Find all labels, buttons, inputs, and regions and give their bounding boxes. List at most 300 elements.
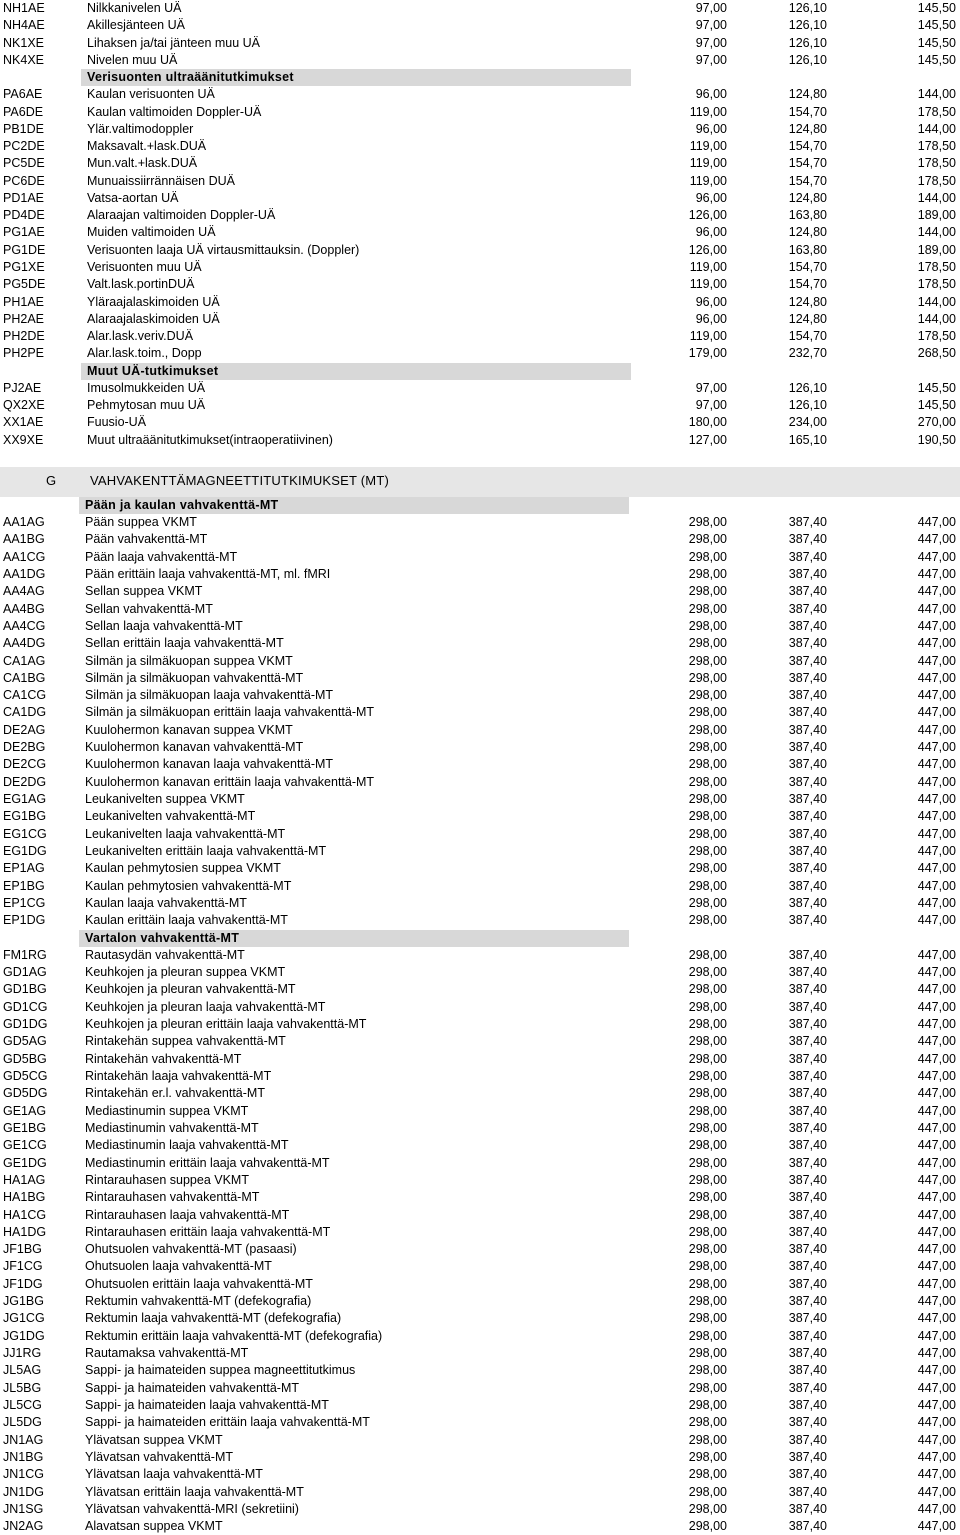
price-3: 145,50 — [917, 380, 956, 395]
table-row — [0, 1362, 960, 1379]
table-row — [0, 1397, 960, 1414]
procedure-code: JG1CG — [3, 1311, 45, 1326]
price-3: 447,00 — [917, 1484, 956, 1499]
price-3: 447,00 — [917, 1172, 956, 1187]
price-2: 163,80 — [788, 208, 827, 223]
procedure-description: Lihaksen ja/tai jänteen muu UÄ — [87, 35, 261, 50]
price-1: 298,00 — [688, 913, 727, 928]
price-3: 447,00 — [917, 774, 956, 789]
procedure-description: Ohutsuolen erittäin laaja vahvakenttä-MT — [85, 1276, 313, 1291]
price-1: 298,00 — [688, 1207, 727, 1222]
procedure-description: Pään suppea VKMT — [85, 515, 197, 529]
procedure-description: Silmän ja silmäkuopan laaja vahvakenttä-MT — [85, 688, 334, 703]
procedure-description: Ylävatsan erittäin laaja vahvakenttä-MT — [85, 1484, 304, 1499]
price-2: 387,40 — [788, 1311, 827, 1326]
table-row — [0, 566, 960, 583]
price-2: 387,40 — [788, 982, 827, 997]
table-row — [0, 791, 960, 808]
procedure-code: GD1DG — [3, 1017, 48, 1032]
procedure-description: Kaulan pehmytosien vahvakenttä-MT — [85, 878, 292, 893]
price-1: 96,00 — [695, 121, 727, 136]
price-2: 387,40 — [788, 636, 827, 651]
price-3: 144,00 — [917, 87, 956, 102]
price-2: 124,80 — [788, 190, 827, 205]
procedure-description: Pään vahvakenttä-MT — [85, 532, 208, 547]
table-row — [0, 653, 960, 670]
price-1: 126,00 — [688, 242, 727, 257]
procedure-code: JF1CG — [3, 1259, 43, 1274]
table-row — [0, 224, 960, 241]
procedure-description: Rektumin erittäin laaja vahvakenttä-MT (defekografia) — [85, 1328, 383, 1343]
price-2: 154,70 — [788, 277, 827, 292]
price-1: 298,00 — [688, 1051, 727, 1066]
procedure-code: NK4XE — [3, 52, 44, 67]
price-3: 447,00 — [917, 1346, 956, 1360]
procedure-description: Kaulan pehmytosien suppea VKMT — [85, 861, 281, 876]
procedure-code: AA4AG — [3, 584, 45, 599]
price-3: 447,00 — [917, 584, 956, 599]
price-2: 387,40 — [788, 1034, 827, 1049]
price-1: 298,00 — [688, 861, 727, 876]
table-row — [0, 1449, 960, 1466]
procedure-description: Rintarauhasen laaja vahvakenttä-MT — [85, 1207, 290, 1222]
table-row — [0, 670, 960, 687]
procedure-code: PA6DE — [3, 104, 44, 119]
table-row — [0, 190, 960, 207]
table-row — [0, 173, 960, 190]
price-1: 119,00 — [689, 277, 727, 292]
procedure-description: Pään erittäin laaja vahvakenttä-MT, ml. fMRI — [85, 566, 331, 581]
table-row — [0, 1068, 960, 1085]
price-3: 447,00 — [917, 1017, 956, 1032]
procedure-code: PC5DE — [3, 156, 45, 171]
procedure-description: Sappi- ja haimateiden laaja vahvakenttä-MT — [85, 1397, 329, 1412]
table-row — [0, 826, 960, 843]
procedure-code: AA4DG — [3, 636, 46, 651]
price-3: 178,50 — [917, 259, 956, 274]
price-2: 126,10 — [788, 18, 827, 33]
price-2: 387,40 — [788, 1259, 827, 1274]
price-1: 298,00 — [688, 566, 727, 581]
price-2: 126,10 — [788, 1, 827, 15]
price-2: 387,40 — [788, 1449, 827, 1464]
procedure-code: GE1BG — [3, 1120, 47, 1135]
procedure-code: PD4DE — [3, 208, 45, 223]
price-1: 298,00 — [688, 826, 727, 841]
procedure-description: Sappi- ja haimateiden vahvakenttä-MT — [85, 1380, 300, 1395]
procedure-code: CA1CG — [3, 688, 47, 703]
price-2: 154,70 — [788, 139, 827, 154]
procedure-code: CA1DG — [3, 705, 47, 720]
procedure-code: PC2DE — [3, 139, 45, 154]
price-3: 447,00 — [917, 1120, 956, 1135]
procedure-code: PH2PE — [3, 346, 44, 361]
table-row — [0, 878, 960, 895]
price-3: 447,00 — [917, 618, 956, 633]
group-header — [0, 69, 960, 86]
price-1: 119,00 — [689, 173, 727, 188]
price-2: 387,40 — [788, 947, 827, 962]
procedure-code: JL5AG — [3, 1363, 42, 1378]
table-row — [0, 1432, 960, 1449]
subsection-header — [79, 497, 629, 514]
price-1: 298,00 — [688, 1069, 727, 1083]
price-1: 119,00 — [689, 139, 727, 154]
procedure-code: AA4BG — [3, 601, 45, 616]
table-row — [0, 328, 960, 345]
procedure-description: Sappi- ja haimateiden erittäin laaja vahvakenttä-MT — [85, 1415, 370, 1430]
table-row — [0, 912, 960, 929]
procedure-description: Kaulan laaja vahvakenttä-MT — [85, 895, 247, 910]
procedure-description: Verisuonten laaja UÄ virtausmittauksin. (Doppler) — [87, 242, 360, 257]
procedure-code: GE1CG — [3, 1138, 47, 1153]
price-3: 447,00 — [917, 1138, 956, 1153]
price-2: 387,40 — [788, 515, 827, 529]
procedure-description: Keuhkojen ja pleuran erittäin laaja vahvakenttä-MT — [85, 1017, 367, 1032]
price-2: 387,40 — [788, 843, 827, 858]
price-3: 447,00 — [917, 1103, 956, 1118]
procedure-description: Sellan vahvakenttä-MT — [85, 601, 213, 616]
price-1: 298,00 — [688, 982, 727, 997]
price-1: 97,00 — [695, 18, 727, 33]
procedure-code: PH2AE — [3, 311, 44, 326]
price-2: 387,40 — [788, 878, 827, 893]
price-2: 387,40 — [788, 792, 827, 806]
procedure-code: PG1AE — [3, 225, 45, 240]
price-1: 298,00 — [688, 792, 727, 806]
price-2: 124,80 — [788, 311, 827, 326]
procedure-description: Leukanivelten laaja vahvakenttä-MT — [85, 826, 286, 841]
procedure-code: EG1DG — [3, 843, 47, 858]
procedure-code: EG1BG — [3, 809, 47, 824]
procedure-code: PH2DE — [3, 329, 45, 344]
procedure-code: NH1AE — [3, 1, 45, 15]
price-2: 387,40 — [788, 1155, 827, 1170]
price-3: 447,00 — [917, 515, 956, 529]
price-3: 447,00 — [917, 566, 956, 581]
price-3: 189,00 — [917, 208, 956, 223]
price-3: 447,00 — [917, 1224, 956, 1239]
price-2: 154,70 — [788, 329, 827, 344]
price-3: 447,00 — [917, 1207, 956, 1222]
table-row — [0, 1120, 960, 1137]
price-3: 447,00 — [917, 1328, 956, 1343]
price-3: 447,00 — [917, 1069, 956, 1083]
table-row — [0, 1345, 960, 1362]
price-2: 387,40 — [788, 1138, 827, 1153]
procedure-description: Yläraajalaskimoiden UÄ — [87, 294, 220, 309]
procedure-code: PA6AE — [3, 87, 43, 102]
procedure-code: PJ2AE — [3, 380, 42, 395]
price-1: 97,00 — [695, 52, 727, 67]
table-row — [0, 1189, 960, 1206]
price-1: 298,00 — [688, 601, 727, 616]
procedure-description: Rautamaksa vahvakenttä-MT — [85, 1346, 249, 1360]
price-3: 447,00 — [917, 999, 956, 1014]
price-2: 126,10 — [788, 52, 827, 67]
price-1: 298,00 — [688, 1467, 727, 1482]
price-1: 298,00 — [688, 1155, 727, 1170]
price-2: 387,40 — [788, 1086, 827, 1101]
price-1: 119,00 — [689, 259, 727, 274]
price-3: 447,00 — [917, 740, 956, 755]
price-3: 447,00 — [917, 705, 956, 720]
table-row — [0, 687, 960, 704]
table-row — [0, 1293, 960, 1310]
price-1: 298,00 — [688, 740, 727, 755]
procedure-description: Leukanivelten erittäin laaja vahvakenttä-MT — [85, 843, 327, 858]
price-1: 298,00 — [688, 653, 727, 668]
procedure-description: Kuulohermon kanavan erittäin laaja vahvakenttä-MT — [85, 774, 375, 789]
price-2: 387,40 — [788, 1224, 827, 1239]
price-2: 154,70 — [788, 259, 827, 274]
price-2: 387,40 — [788, 1328, 827, 1343]
table-row — [0, 514, 960, 531]
price-1: 298,00 — [688, 1259, 727, 1274]
price-2: 387,40 — [788, 999, 827, 1014]
price-3: 178,50 — [917, 139, 956, 154]
price-1: 119,00 — [689, 329, 727, 344]
price-2: 387,40 — [788, 1484, 827, 1499]
price-2: 387,40 — [788, 1432, 827, 1447]
procedure-description: Nivelen muu UÄ — [87, 52, 178, 67]
price-3: 447,00 — [917, 636, 956, 651]
procedure-description: Mediastinumin laaja vahvakenttä-MT — [85, 1138, 289, 1153]
procedure-description: Alar.lask.toim., Dopp — [87, 346, 202, 361]
price-1: 298,00 — [688, 1190, 727, 1205]
table-row — [0, 1085, 960, 1102]
table-row — [0, 104, 960, 121]
table-row — [0, 259, 960, 276]
procedure-code: JN2AG — [3, 1519, 44, 1534]
price-1: 298,00 — [688, 1172, 727, 1187]
price-3: 447,00 — [917, 1363, 956, 1378]
price-3: 447,00 — [917, 670, 956, 685]
price-2: 387,40 — [788, 774, 827, 789]
procedure-description: Fuusio-UÄ — [87, 415, 147, 430]
price-2: 387,40 — [788, 895, 827, 910]
price-1: 298,00 — [688, 947, 727, 962]
price-2: 124,80 — [788, 121, 827, 136]
group-header — [0, 363, 960, 380]
price-1: 298,00 — [688, 722, 727, 737]
table-row — [0, 583, 960, 600]
table-row — [0, 981, 960, 998]
price-2: 387,40 — [788, 1294, 827, 1309]
procedure-description: Valt.lask.portinDUÄ — [87, 277, 195, 292]
ultrasound-price-table — [0, 0, 960, 449]
procedure-description: Silmän ja silmäkuopan vahvakenttä-MT — [85, 670, 304, 685]
price-2: 124,80 — [788, 294, 827, 309]
table-row — [0, 947, 960, 964]
procedure-description: Silmän ja silmäkuopan suppea VKMT — [85, 653, 293, 668]
table-row — [0, 1241, 960, 1258]
price-1: 298,00 — [688, 1242, 727, 1257]
price-1: 298,00 — [688, 670, 727, 685]
procedure-code: GD1CG — [3, 999, 48, 1014]
table-row — [0, 1518, 960, 1535]
table-row — [0, 531, 960, 548]
price-1: 298,00 — [688, 515, 727, 529]
procedure-description: Kaulan verisuonten UÄ — [87, 87, 215, 102]
price-2: 154,70 — [788, 173, 827, 188]
price-1: 96,00 — [695, 225, 727, 240]
table-row — [0, 138, 960, 155]
price-3: 145,50 — [917, 18, 956, 33]
price-2: 387,40 — [788, 549, 827, 564]
price-3: 144,00 — [917, 225, 956, 240]
procedure-code: PC6DE — [3, 173, 45, 188]
table-row — [0, 207, 960, 224]
price-3: 144,00 — [917, 311, 956, 326]
table-row — [0, 1328, 960, 1345]
procedure-code: PG1DE — [3, 242, 46, 257]
table-row — [0, 1172, 960, 1189]
price-1: 298,00 — [688, 843, 727, 858]
table-row — [0, 1016, 960, 1033]
price-3: 447,00 — [917, 1259, 956, 1274]
table-row — [0, 739, 960, 756]
price-3: 447,00 — [917, 532, 956, 547]
procedure-code: HA1AG — [3, 1172, 46, 1187]
procedure-code: AA4CG — [3, 618, 46, 633]
price-1: 298,00 — [688, 1519, 727, 1534]
table-row — [0, 1155, 960, 1172]
table-row — [0, 86, 960, 103]
price-1: 298,00 — [688, 584, 727, 599]
price-3: 145,50 — [917, 1, 956, 15]
price-1: 298,00 — [688, 1363, 727, 1378]
price-1: 298,00 — [688, 878, 727, 893]
price-1: 119,00 — [689, 104, 727, 119]
price-1: 298,00 — [688, 549, 727, 564]
group-header-title: Vartalon vahvakenttä-MT — [85, 930, 240, 945]
procedure-description: Silmän ja silmäkuopan erittäin laaja vahvakenttä-MT — [85, 705, 375, 720]
price-1: 298,00 — [688, 705, 727, 720]
procedure-code: DE2AG — [3, 722, 46, 737]
procedure-description: Maksavalt.+lask.DUÄ — [87, 139, 207, 154]
table-row — [0, 999, 960, 1016]
procedure-code: GE1DG — [3, 1155, 47, 1170]
table-row — [0, 860, 960, 877]
procedure-description: Leukanivelten vahvakenttä-MT — [85, 809, 256, 824]
price-2: 387,40 — [788, 601, 827, 616]
price-3: 447,00 — [917, 913, 956, 928]
procedure-code: EP1DG — [3, 913, 46, 928]
procedure-description: Keuhkojen ja pleuran suppea VKMT — [85, 965, 286, 980]
price-3: 447,00 — [917, 757, 956, 772]
procedure-code: EP1CG — [3, 895, 46, 910]
procedure-code: FM1RG — [3, 947, 47, 962]
table-row — [0, 618, 960, 635]
price-2: 387,40 — [788, 1190, 827, 1205]
procedure-description: Mediastinumin vahvakenttä-MT — [85, 1120, 259, 1135]
procedure-code: JL5DG — [3, 1415, 42, 1430]
procedure-description: Muiden valtimoiden UÄ — [87, 225, 216, 240]
procedure-description: Ylär.valtimodoppler — [87, 121, 194, 136]
price-2: 387,40 — [788, 1519, 827, 1534]
price-1: 298,00 — [688, 532, 727, 547]
price-1: 97,00 — [695, 380, 727, 395]
procedure-description: Mediastinumin erittäin laaja vahvakenttä-MT — [85, 1155, 330, 1170]
price-1: 298,00 — [688, 636, 727, 651]
procedure-code: AA1BG — [3, 532, 45, 547]
price-1: 298,00 — [688, 1328, 727, 1343]
price-2: 387,40 — [788, 584, 827, 599]
price-3: 447,00 — [917, 653, 956, 668]
price-2: 387,40 — [788, 1069, 827, 1083]
procedure-code: AA1CG — [3, 549, 46, 564]
table-row — [0, 601, 960, 618]
price-1: 298,00 — [688, 999, 727, 1014]
group-header-title: Muut UÄ-tutkimukset — [87, 363, 219, 378]
table-row — [0, 242, 960, 259]
procedure-description: Alavatsan suppea VKMT — [85, 1519, 223, 1534]
section-header — [0, 467, 960, 497]
price-3: 447,00 — [917, 549, 956, 564]
procedure-code: JF1DG — [3, 1276, 43, 1291]
price-1: 298,00 — [688, 1432, 727, 1447]
price-3: 447,00 — [917, 861, 956, 876]
price-1: 298,00 — [688, 1086, 727, 1101]
price-3: 145,50 — [917, 35, 956, 50]
price-2: 387,40 — [788, 1120, 827, 1135]
price-3: 447,00 — [917, 1380, 956, 1395]
procedure-code: CA1BG — [3, 670, 46, 685]
price-2: 387,40 — [788, 1051, 827, 1066]
table-row — [0, 1380, 960, 1397]
table-row — [0, 1207, 960, 1224]
price-2: 387,40 — [788, 740, 827, 755]
price-2: 387,40 — [788, 1207, 827, 1222]
price-3: 447,00 — [917, 982, 956, 997]
procedure-code: NK1XE — [3, 35, 44, 50]
price-3: 178,50 — [917, 277, 956, 292]
price-3: 447,00 — [917, 965, 956, 980]
procedure-code: PG1XE — [3, 259, 45, 274]
price-3: 447,00 — [917, 1415, 956, 1430]
table-row — [0, 774, 960, 791]
price-2: 387,40 — [788, 653, 827, 668]
price-2: 387,40 — [788, 1172, 827, 1187]
price-2: 387,40 — [788, 670, 827, 685]
price-3: 447,00 — [917, 826, 956, 841]
table-row — [0, 1276, 960, 1293]
procedure-code: GD5CG — [3, 1069, 48, 1083]
price-1: 298,00 — [688, 1501, 727, 1516]
procedure-description: Pehmytosan muu UÄ — [87, 398, 206, 413]
price-3: 447,00 — [917, 1449, 956, 1464]
procedure-description: Munuaissiirrännäisen DUÄ — [87, 173, 235, 188]
procedure-description: Kaulan valtimoiden Doppler-UÄ — [87, 104, 262, 119]
table-row — [0, 121, 960, 138]
price-1: 298,00 — [688, 809, 727, 824]
price-3: 447,00 — [917, 722, 956, 737]
price-2: 387,40 — [788, 566, 827, 581]
table-row — [0, 311, 960, 328]
procedure-code: JG1DG — [3, 1328, 45, 1343]
procedure-description: Ylävatsan vahvakenttä-MT — [85, 1449, 233, 1464]
table-row — [0, 345, 960, 362]
procedure-code: DE2DG — [3, 774, 47, 789]
price-1: 298,00 — [688, 1276, 727, 1291]
table-row — [0, 1501, 960, 1518]
table-row — [0, 722, 960, 739]
price-2: 387,40 — [788, 965, 827, 980]
procedure-description: Rektumin laaja vahvakenttä-MT (defekografia) — [85, 1311, 342, 1326]
procedure-description: Kuulohermon kanavan vahvakenttä-MT — [85, 740, 304, 755]
procedure-description: Sappi- ja haimateiden suppea magneettitutkimus — [85, 1363, 356, 1378]
